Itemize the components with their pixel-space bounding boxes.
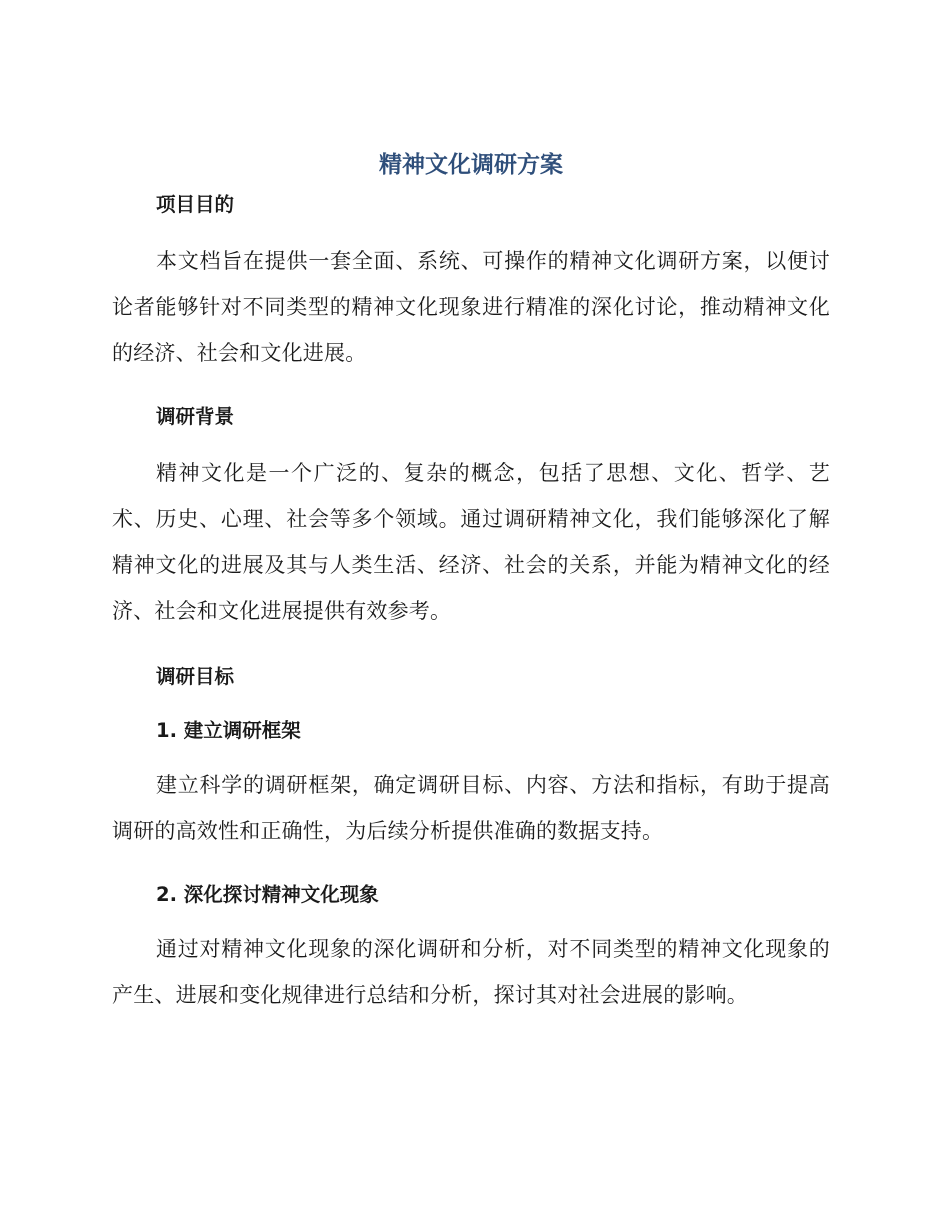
document-title: 精神文化调研方案 xyxy=(379,152,563,178)
section-heading-background: 调研背景 xyxy=(156,405,235,428)
subsection-body-framework: 建立科学的调研框架，确定调研目标、内容、方法和指标，有助于提高调研的高效性和正确性，为后续分析提供准确的数据支持。 xyxy=(112,773,830,843)
section-heading-goals: 调研目标 xyxy=(156,665,235,688)
subsection-heading-phenomena: 2. 深化探讨精神文化现象 xyxy=(156,883,379,906)
section-heading-purpose: 项目目的 xyxy=(156,193,235,216)
subsection-body-phenomena: 通过对精神文化现象的深化调研和分析，对不同类型的精神文化现象的产生、进展和变化规律进行总结和分析，探讨其对社会进展的影响。 xyxy=(112,937,830,1007)
section-body-background: 精神文化是一个广泛的、复杂的概念，包括了思想、文化、哲学、艺术、历史、心理、社会等多个领域。通过调研精神文化，我们能够深化了解精神文化的进展及其与人类生活、经济、社会的关系，并能为精神文化的经济、社会和文化进展提供有效参考。 xyxy=(112,461,830,623)
section-body-purpose: 本文档旨在提供一套全面、系统、可操作的精神文化调研方案，以便讨论者能够针对不同类型的精神文化现象进行精准的深化讨论，推动精神文化的经济、社会和文化进展。 xyxy=(112,249,830,365)
subsection-heading-framework: 1. 建立调研框架 xyxy=(156,719,301,742)
document-page xyxy=(112,140,830,1018)
